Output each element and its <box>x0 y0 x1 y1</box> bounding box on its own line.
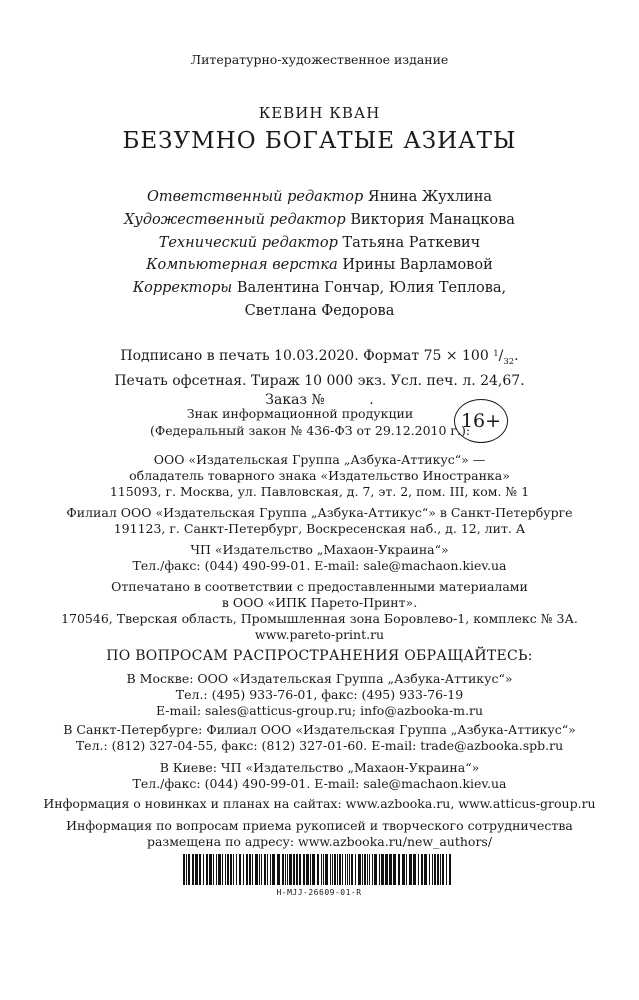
kiev-line: Тел./факс: (044) 490-99-01. E-mail: sale@machaon.kiev.ua <box>132 776 507 791</box>
mahaon-line: ЧП «Издательство „Махаон-Украина“» <box>190 542 449 557</box>
publisher-block <box>0 452 639 500</box>
credit-line: Компьютерная верстка Ирины Варламовой <box>146 257 493 274</box>
mahaon-line: Тел./факс: (044) 490-99-01. E-mail: sale@machaon.kiev.ua <box>132 558 507 573</box>
moscow-line: Тел.: (495) 933-76-01, факс: (495) 933-76-19 <box>175 687 464 702</box>
edition-type: Литературно-художественное издание <box>190 52 449 67</box>
distribution-moscow <box>0 671 639 719</box>
print-line-2: Печать офсетная. Тираж 10 000 экз. Усл. печ. л. 24,67. <box>114 373 525 389</box>
credit-line-cont: Светлана Федорова <box>244 302 395 319</box>
print-line-3: Заказ № . <box>265 392 374 408</box>
publisher-line: ООО «Издательская Группа „Азбука-Аттикус“» — <box>153 452 486 467</box>
book-title: БЕЗУМНО БОГАТЫЕ АЗИАТЫ <box>122 128 517 154</box>
printer-line: 170546, Тверская область, Промышленная зона Боровлево-1, комплекс № 3А. <box>61 611 578 626</box>
credits-block <box>0 186 639 323</box>
sign-line-1: Знак информационной продукции <box>186 406 414 421</box>
credit-line: Технический редактор Татьяна Раткевич <box>158 234 481 251</box>
distribution-spb <box>0 722 639 754</box>
printer-line: Отпечатано в соответствии с предоставленными материалами <box>111 579 528 594</box>
printer-line: www.pareto-print.ru <box>254 627 385 642</box>
info-authors-line: размещена по адресу: www.azbooka.ru/new_authors/ <box>146 834 493 849</box>
distribution-heading: ПО ВОПРОСАМ РАСПРОСТРАНЕНИЯ ОБРАЩАЙТЕСЬ: <box>106 648 533 664</box>
credit-line: Корректоры Валентина Гончар, Юлия Теплова, <box>132 280 507 297</box>
moscow-line: E-mail: sales@atticus-group.ru; info@azbooka-m.ru <box>155 703 484 718</box>
credit-line: Ответственный редактор Янина Жухлина <box>146 189 493 205</box>
spb-line: Тел.: (812) 327-04-55, факс: (812) 327-01-60. E-mail: trade@azbooka.spb.ru <box>75 738 564 753</box>
barcode-graphic <box>183 854 455 885</box>
print-info <box>0 345 639 410</box>
branch-block <box>0 505 639 537</box>
info-authors <box>0 818 639 850</box>
moscow-line: В Москве: ООО «Издательская Группа „Азбука-Аттикус“» <box>126 671 513 686</box>
printer-line: в ООО «ИПК Парето-Принт». <box>221 595 418 610</box>
branch-line: 191123, г. Санкт-Петербург, Воскресенская наб., д. 12, лит. А <box>113 521 526 536</box>
sign-line-2: (Федеральный закон № 436-ФЗ от 29.12.2010 г.): <box>150 422 471 438</box>
printer-block <box>0 579 639 643</box>
info-sites: Информация о новинках и планах на сайтах: www.azbooka.ru, www.atticus-group.ru <box>43 796 596 811</box>
info-sign <box>150 406 471 439</box>
print-line-1: Подписано в печать 10.03.2020. Формат 75 × 100 $^1/_{32}$. <box>120 348 519 367</box>
author-name: КЕВИН КВАН <box>258 104 381 122</box>
age-rating-badge: 16+ <box>454 399 508 443</box>
distribution-kiev <box>0 760 639 792</box>
kiev-line: В Киеве: ЧП «Издательство „Махаон-Украина“» <box>159 760 480 775</box>
spb-line: В Санкт-Петербурге: Филиал ООО «Издательская Группа „Азбука-Аттикус“» <box>63 722 576 737</box>
credit-line: Художественный редактор Виктория Манацкова <box>124 211 515 228</box>
info-authors-line: Информация по вопросам приема рукописей и творческого сотрудничества <box>66 818 573 833</box>
publisher-line: 115093, г. Москва, ул. Павловская, д. 7, эт. 2, пом. III, ком. № 1 <box>109 484 530 499</box>
publisher-line: обладатель товарного знака «Издательство Иностранка» <box>129 468 510 483</box>
barcode-text: H-MJJ-26609-01-R <box>276 888 362 897</box>
mahaon-block <box>0 542 639 574</box>
branch-line: Филиал ООО «Издательская Группа „Азбука-Аттикус“» в Санкт-Петербурге <box>66 505 573 520</box>
